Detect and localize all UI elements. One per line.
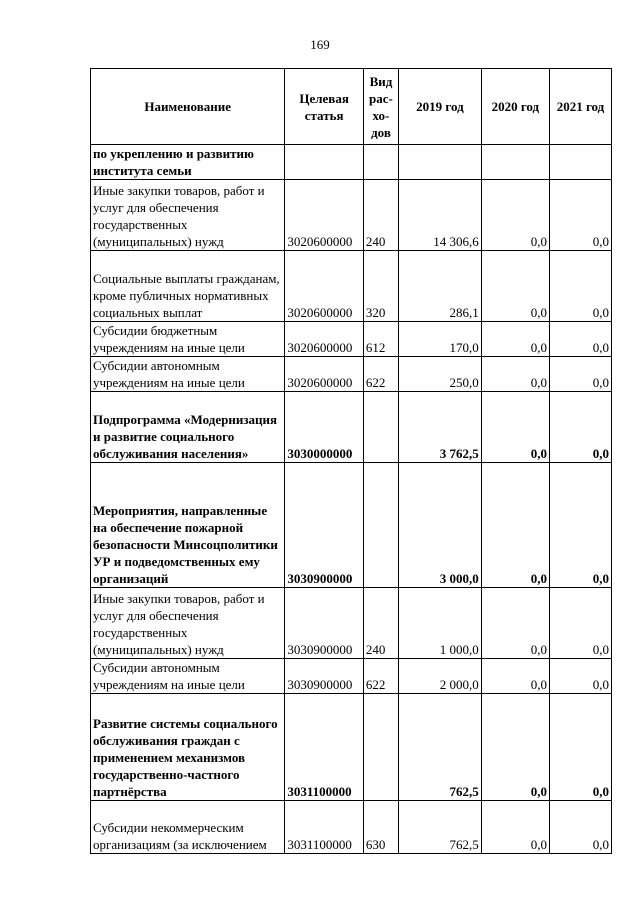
row-value-2019: 170,0 xyxy=(399,322,482,357)
row-name: по укреплению и развитию института семьи xyxy=(91,145,285,180)
row-target-article: 3031100000 xyxy=(285,694,364,801)
header-row xyxy=(91,69,612,145)
table-row xyxy=(91,463,612,588)
table-row xyxy=(91,588,612,659)
row-value-2021: 0,0 xyxy=(549,659,611,694)
row-value-2020: 0,0 xyxy=(481,180,549,251)
row-name: Субсидии автономным учреждениям на иные цели xyxy=(91,357,285,392)
table-row xyxy=(91,251,612,322)
row-name: Иные закупки товаров, работ и услуг для обеспечения государственных (муниципальных) нужд xyxy=(91,180,285,251)
row-target-article: 3020600000 xyxy=(285,180,364,251)
header-year-2019: 2019 год xyxy=(399,69,482,145)
row-expense-kind xyxy=(363,694,398,801)
page-number: 169 xyxy=(310,37,330,52)
row-value-2020: 0,0 xyxy=(481,463,549,588)
row-value-2021: 0,0 xyxy=(549,392,611,463)
row-value-2021: 0,0 xyxy=(549,588,611,659)
table-row xyxy=(91,322,612,357)
table-row xyxy=(91,694,612,801)
row-value-2021: 0,0 xyxy=(549,801,611,854)
header-target-article: Целевая статья xyxy=(285,69,364,145)
row-target-article: 3020600000 xyxy=(285,251,364,322)
row-value-2019 xyxy=(399,145,482,180)
header-expense-kind: Вид рас-хо-дов xyxy=(363,69,398,145)
table-row xyxy=(91,357,612,392)
row-value-2021: 0,0 xyxy=(549,251,611,322)
row-value-2021: 0,0 xyxy=(549,322,611,357)
row-value-2020: 0,0 xyxy=(481,588,549,659)
row-value-2020: 0,0 xyxy=(481,659,549,694)
row-value-2021: 0,0 xyxy=(549,463,611,588)
row-target-article: 3031100000 xyxy=(285,801,364,854)
row-value-2021: 0,0 xyxy=(549,694,611,801)
row-name: Субсидии автономным учреждениям на иные цели xyxy=(91,659,285,694)
row-expense-kind: 622 xyxy=(363,659,398,694)
row-expense-kind xyxy=(363,145,398,180)
row-target-article: 3030900000 xyxy=(285,463,364,588)
row-value-2021: 0,0 xyxy=(549,180,611,251)
row-name: Развитие системы социального обслуживания граждан с применением механизмов государственно-частного партнёрства xyxy=(91,694,285,801)
row-value-2019: 250,0 xyxy=(399,357,482,392)
row-target-article: 3030900000 xyxy=(285,588,364,659)
table-row xyxy=(91,801,612,854)
row-expense-kind xyxy=(363,463,398,588)
table-row xyxy=(91,145,612,180)
row-target-article: 3020600000 xyxy=(285,322,364,357)
row-target-article: 3020600000 xyxy=(285,357,364,392)
row-value-2020: 0,0 xyxy=(481,357,549,392)
table-row xyxy=(91,180,612,251)
row-expense-kind xyxy=(363,392,398,463)
row-expense-kind: 612 xyxy=(363,322,398,357)
row-value-2019: 14 306,6 xyxy=(399,180,482,251)
table-row xyxy=(91,659,612,694)
row-name: Субсидии бюджетным учреждениям на иные цели xyxy=(91,322,285,357)
budget-table xyxy=(90,68,612,854)
header-year-2020: 2020 год xyxy=(481,69,549,145)
row-expense-kind: 240 xyxy=(363,180,398,251)
row-value-2019: 286,1 xyxy=(399,251,482,322)
row-value-2020 xyxy=(481,145,549,180)
row-name: Иные закупки товаров, работ и услуг для обеспечения государственных (муниципальных) нужд xyxy=(91,588,285,659)
row-value-2019: 1 000,0 xyxy=(399,588,482,659)
table-body xyxy=(91,145,612,854)
row-target-article xyxy=(285,145,364,180)
row-name: Мероприятия, направленные на обеспечение пожарной безопасности Минсоцполитики УР и подведомственных ему организаций xyxy=(91,463,285,588)
row-target-article: 3030900000 xyxy=(285,659,364,694)
row-value-2019: 762,5 xyxy=(399,801,482,854)
row-expense-kind: 320 xyxy=(363,251,398,322)
header-name: Наименование xyxy=(91,69,285,145)
row-value-2020: 0,0 xyxy=(481,251,549,322)
row-value-2019: 3 000,0 xyxy=(399,463,482,588)
row-value-2021: 0,0 xyxy=(549,357,611,392)
row-name: Субсидии некоммерческим организациям (за исключением xyxy=(91,801,285,854)
row-value-2021 xyxy=(549,145,611,180)
row-value-2020: 0,0 xyxy=(481,801,549,854)
row-value-2020: 0,0 xyxy=(481,392,549,463)
row-name: Подпрограмма «Модернизация и развитие социального обслуживания населения» xyxy=(91,392,285,463)
row-value-2019: 3 762,5 xyxy=(399,392,482,463)
table-row xyxy=(91,392,612,463)
row-value-2019: 2 000,0 xyxy=(399,659,482,694)
row-name: Социальные выплаты гражданам, кроме публичных нормативных социальных выплат xyxy=(91,251,285,322)
row-target-article: 3030000000 xyxy=(285,392,364,463)
row-value-2020: 0,0 xyxy=(481,694,549,801)
row-value-2020: 0,0 xyxy=(481,322,549,357)
row-expense-kind: 630 xyxy=(363,801,398,854)
row-expense-kind: 240 xyxy=(363,588,398,659)
row-expense-kind: 622 xyxy=(363,357,398,392)
row-value-2019: 762,5 xyxy=(399,694,482,801)
header-year-2021: 2021 год xyxy=(549,69,611,145)
